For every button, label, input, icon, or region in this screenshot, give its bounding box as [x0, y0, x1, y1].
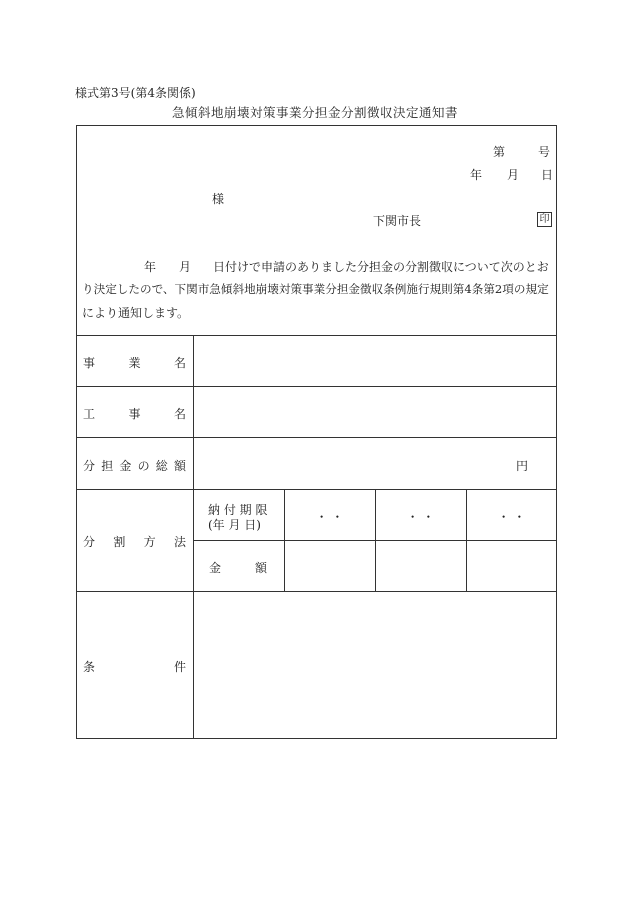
- divider-project: [76, 386, 557, 387]
- seal-mark: [537, 211, 552, 227]
- addressee-suffix: 様: [212, 192, 225, 206]
- number-prefix: 第: [493, 145, 506, 159]
- date-month: 月: [507, 168, 520, 182]
- divider-installment: [76, 591, 557, 592]
- divider-total: [76, 489, 557, 490]
- seal-icon: 印: [537, 212, 552, 227]
- document-number: [493, 143, 550, 160]
- due-date-2: ・ ・: [406, 510, 435, 524]
- issuer-name: 下関市長: [373, 214, 422, 228]
- total-amount-label: 分 担 金 の 総 額: [83, 459, 186, 473]
- work-name-label: 工 事 名: [83, 407, 186, 421]
- date-day: 日: [541, 168, 554, 182]
- due-date-3: ・ ・: [497, 510, 526, 524]
- label-column-divider: [193, 335, 194, 739]
- body-date-year: 年: [144, 260, 157, 274]
- total-unit: 円: [516, 459, 529, 473]
- form-frame: [76, 125, 557, 739]
- conditions-label: 条 件: [83, 660, 186, 674]
- document-title: 急傾斜地崩壊対策事業分担金分割徴収決定通知書: [171, 105, 458, 120]
- due-date-1: ・ ・: [315, 510, 344, 524]
- divider-work: [76, 437, 557, 438]
- due-date-label: 納 付 期 限: [208, 503, 268, 517]
- installment-col-2: [375, 489, 376, 591]
- divider-header: [76, 335, 557, 336]
- installment-col-1: [284, 489, 285, 591]
- body-date-month: 月: [179, 260, 192, 274]
- body-line-2: り決定したので、下関市急傾斜地崩壊対策事業分担金徴収条例施行規則第4条第2項の規定: [82, 282, 549, 296]
- installment-amount-label: 金 額: [209, 561, 267, 575]
- form-number-label: 様式第3号(第4条関係): [75, 86, 196, 100]
- project-name-label: 事 業 名: [83, 356, 186, 370]
- installment-method-label: 分 割 方 法: [83, 535, 186, 549]
- number-suffix: 号: [537, 145, 550, 159]
- body-line-3: により通知します。: [82, 306, 190, 320]
- body-line-1: 日付けで申請のありました分担金の分割徴収について次のとお: [213, 260, 549, 274]
- installment-col-3: [466, 489, 467, 591]
- date-year: 年: [470, 168, 483, 182]
- due-date-format: (年 月 日): [208, 518, 261, 532]
